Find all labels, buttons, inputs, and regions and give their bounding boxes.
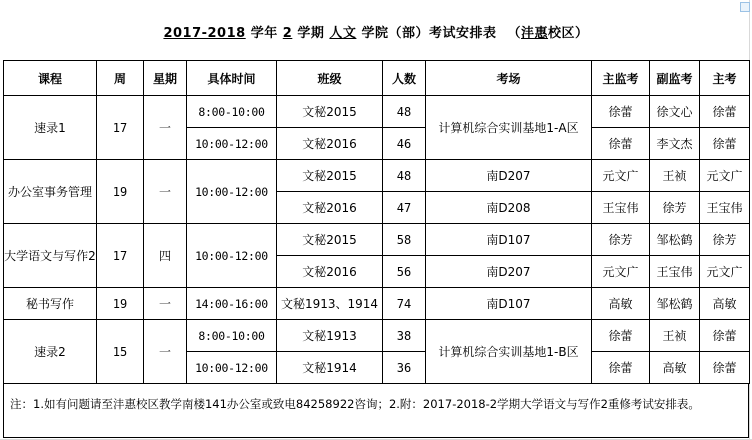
cell-examiner: 徐芳 — [700, 224, 750, 256]
title-text-2: 学期 — [297, 26, 325, 41]
header-week: 周 — [97, 61, 144, 96]
table-row — [4, 96, 750, 128]
cell-course: 速录2 — [4, 320, 97, 384]
cell-class: 文秘1914 — [277, 352, 383, 384]
cell-chief-proctor: 徐蕾 — [592, 128, 650, 160]
title-term: 2 — [282, 26, 293, 41]
header-time: 具体时间 — [187, 61, 277, 96]
table-row — [4, 160, 750, 192]
cell-deputy-proctor: 邹松鹤 — [650, 224, 700, 256]
header-examiner: 主考 — [700, 61, 750, 96]
cell-examiner: 徐蕾 — [700, 96, 750, 128]
cell-deputy-proctor: 李文杰 — [650, 128, 700, 160]
cell-time: 10:00-12:00 — [187, 160, 277, 224]
cell-room: 南D207 — [426, 256, 592, 288]
cell-week: 17 — [97, 224, 144, 288]
cell-examiner: 王宝伟 — [700, 192, 750, 224]
cell-time: 10:00-12:00 — [187, 352, 277, 384]
cell-chief-proctor: 徐蕾 — [592, 352, 650, 384]
cell-count: 56 — [383, 256, 426, 288]
table-row — [4, 224, 750, 256]
sheet-corner-icon — [740, 2, 750, 12]
cell-weekday: 一 — [144, 160, 187, 224]
header-row — [4, 61, 750, 96]
cell-deputy-proctor: 徐芳 — [650, 192, 700, 224]
cell-examiner: 高敏 — [700, 288, 750, 320]
header-deputy-proctor: 副监考 — [650, 61, 700, 96]
cell-class: 文秘2016 — [277, 128, 383, 160]
title-campus-open: （ — [507, 26, 522, 41]
cell-chief-proctor: 徐蕾 — [592, 96, 650, 128]
cell-count: 74 — [383, 288, 426, 320]
header-weekday: 星期 — [144, 61, 187, 96]
cell-examiner: 元文广 — [700, 256, 750, 288]
cell-course: 大学语文与写作2 — [4, 224, 97, 288]
table-row — [4, 320, 750, 352]
cell-time: 8:00-10:00 — [187, 96, 277, 128]
header-course: 课程 — [4, 61, 97, 96]
title-campus: 沣惠 — [521, 26, 549, 41]
cell-course: 速录1 — [4, 96, 97, 160]
cell-time: 10:00-12:00 — [187, 128, 277, 160]
cell-week: 19 — [97, 288, 144, 320]
cell-deputy-proctor: 高敏 — [650, 352, 700, 384]
cell-examiner: 徐蕾 — [700, 320, 750, 352]
cell-weekday: 一 — [144, 288, 187, 320]
cell-count: 36 — [383, 352, 426, 384]
cell-deputy-proctor: 邹松鹤 — [650, 288, 700, 320]
header-room: 考场 — [426, 61, 592, 96]
cell-room: 计算机综合实训基地1-A区 — [426, 96, 592, 160]
cell-class: 文秘2015 — [277, 96, 383, 128]
cell-course: 秘书写作 — [4, 288, 97, 320]
cell-time: 8:00-10:00 — [187, 320, 277, 352]
header-count: 人数 — [383, 61, 426, 96]
cell-count: 38 — [383, 320, 426, 352]
cell-class: 文秘2015 — [277, 224, 383, 256]
cell-count: 48 — [383, 160, 426, 192]
cell-deputy-proctor: 徐文心 — [650, 96, 700, 128]
cell-room: 南D208 — [426, 192, 592, 224]
cell-weekday: 一 — [144, 320, 187, 384]
cell-class: 文秘2016 — [277, 192, 383, 224]
cell-weekday: 一 — [144, 96, 187, 160]
cell-chief-proctor: 徐蕾 — [592, 320, 650, 352]
header-chief-proctor: 主监考 — [592, 61, 650, 96]
cell-room: 计算机综合实训基地1-B区 — [426, 320, 592, 384]
cell-class: 文秘1913、1914 — [277, 288, 383, 320]
title-text-3: 学院（部）考试安排表 — [361, 26, 497, 41]
cell-class: 文秘1913 — [277, 320, 383, 352]
cell-deputy-proctor: 王祯 — [650, 160, 700, 192]
cell-deputy-proctor: 王祯 — [650, 320, 700, 352]
cell-weekday: 四 — [144, 224, 187, 288]
cell-week: 17 — [97, 96, 144, 160]
cell-room: 南D207 — [426, 160, 592, 192]
header-class: 班级 — [277, 61, 383, 96]
cell-room: 南D107 — [426, 288, 592, 320]
cell-deputy-proctor: 王宝伟 — [650, 256, 700, 288]
title-year: 2017-2018 — [163, 26, 246, 41]
cell-examiner: 徐蕾 — [700, 128, 750, 160]
cell-examiner: 元文广 — [700, 160, 750, 192]
cell-count: 48 — [383, 96, 426, 128]
footnote: 注：1.如有问题请至沣惠校区教学南楼141办公室或致电84258922咨询；2.附：2017-2018-2学期大学语文与写作2重修考试安排表。 — [3, 384, 749, 438]
cell-examiner: 徐蕾 — [700, 352, 750, 384]
exam-schedule-table — [3, 60, 750, 384]
cell-chief-proctor: 徐芳 — [592, 224, 650, 256]
cell-chief-proctor: 元文广 — [592, 256, 650, 288]
cell-count: 47 — [383, 192, 426, 224]
cell-chief-proctor: 元文广 — [592, 160, 650, 192]
cell-count: 58 — [383, 224, 426, 256]
cell-time: 14:00-16:00 — [187, 288, 277, 320]
title-college: 人文 — [329, 26, 357, 41]
cell-time: 10:00-12:00 — [187, 224, 277, 288]
cell-chief-proctor: 王宝伟 — [592, 192, 650, 224]
cell-class: 文秘2016 — [277, 256, 383, 288]
title-text-1: 学年 — [250, 26, 278, 41]
cell-week: 15 — [97, 320, 144, 384]
cell-count: 46 — [383, 128, 426, 160]
cell-chief-proctor: 高敏 — [592, 288, 650, 320]
cell-room: 南D107 — [426, 224, 592, 256]
page-title — [0, 22, 752, 46]
cell-week: 19 — [97, 160, 144, 224]
cell-class: 文秘2015 — [277, 160, 383, 192]
cell-course: 办公室事务管理 — [4, 160, 97, 224]
title-campus-suffix: 校区） — [548, 26, 589, 41]
table-row — [4, 288, 750, 320]
